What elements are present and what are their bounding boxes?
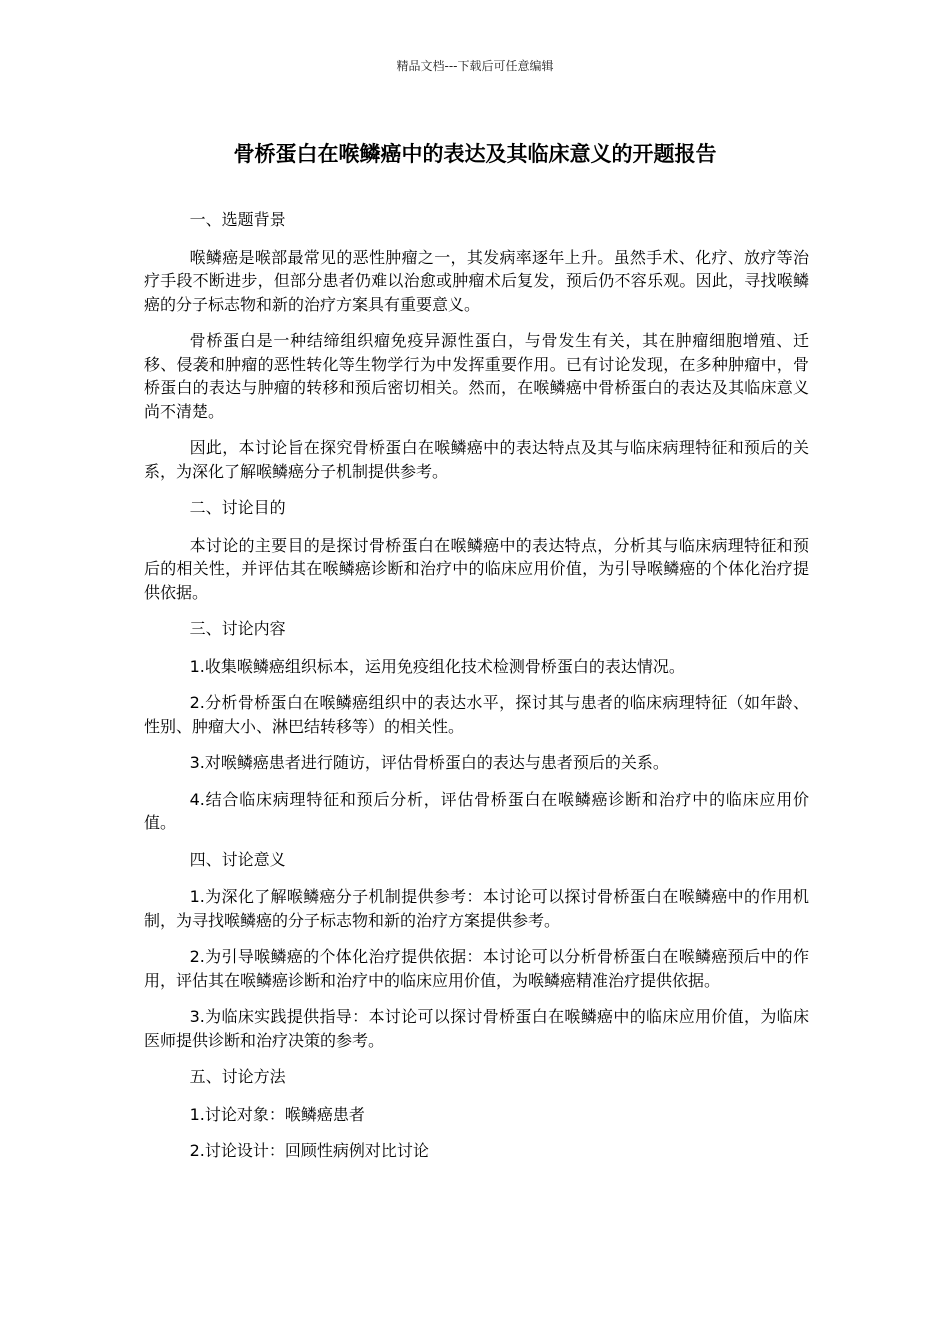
document-body [144, 208, 809, 1176]
list-item: 3.对喉鳞癌患者进行随访，评估骨桥蛋白的表达与患者预后的关系。 [189, 753, 669, 772]
list-item: 2.为引导喉鳞癌的个体化治疗提供依据：本讨论可以分析骨桥蛋白在喉鳞癌预后中的作用，评估其在喉鳞癌诊断和治疗中的临床应用价值，为喉鳞癌精准治疗提供依据。 [144, 947, 809, 990]
list-item: 2.讨论设计：回顾性病例对比讨论 [189, 1141, 429, 1160]
paragraph: 本讨论的主要目的是探讨骨桥蛋白在喉鳞癌中的表达特点，分析其与临床病理特征和预后的相关性，并评估其在喉鳞癌诊断和治疗中的临床应用价值，为引导喉鳞癌的个体化治疗提供依据。 [144, 535, 809, 602]
paragraph: 喉鳞癌是喉部最常见的恶性肿瘤之一，其发病率逐年上升。虽然手术、化疗、放疗等治疗手段不断进步，但部分患者仍难以治愈或肿瘤术后复发，预后仍不容乐观。因此，寻找喉鳞癌的分子标志物和新的治疗方案具有重要意义。 [144, 247, 809, 314]
document-title: 骨桥蛋白在喉鳞癌中的表达及其临床意义的开题报告 [233, 142, 717, 166]
list-item: 4.结合临床病理特征和预后分析，评估骨桥蛋白在喉鳞癌诊断和治疗中的临床应用价值。 [144, 789, 809, 832]
section-heading-content: 三、讨论内容 [189, 619, 286, 638]
page-header: 精品文档---下载后可任意编辑 [396, 59, 554, 73]
paragraph: 骨桥蛋白是一种结缔组织瘤免疫异源性蛋白，与骨发生有关，其在肿瘤细胞增殖、迁移、侵袭和肿瘤的恶性转化等生物学行为中发挥重要作用。已有讨论发现，在多种肿瘤中，骨桥蛋白的表达与肿瘤的转移和预后密切相关。然而，在喉鳞癌中骨桥蛋白的表达及其临床意义尚不清楚。 [144, 331, 809, 421]
list-item: 1.为深化了解喉鳞癌分子机制提供参考：本讨论可以探讨骨桥蛋白在喉鳞癌中的作用机制，为寻找喉鳞癌的分子标志物和新的治疗方案提供参考。 [144, 887, 809, 930]
section-heading-purpose: 二、讨论目的 [189, 498, 286, 517]
list-item: 1.收集喉鳞癌组织标本，运用免疫组化技术检测骨桥蛋白的表达情况。 [189, 656, 685, 676]
list-item: 1.讨论对象：喉鳞癌患者 [189, 1104, 365, 1124]
list-item: 2.分析骨桥蛋白在喉鳞癌组织中的表达水平，探讨其与患者的临床病理特征（如年龄、性别、肿瘤大小、淋巴结转移等）的相关性。 [144, 693, 809, 736]
list-item: 3.为临床实践提供指导：本讨论可以探讨骨桥蛋白在喉鳞癌中的临床应用价值，为临床医师提供诊断和治疗决策的参考。 [144, 1007, 809, 1050]
section-heading-background: 一、选题背景 [189, 210, 286, 229]
section-heading-significance: 四、讨论意义 [189, 849, 286, 869]
section-heading-methods: 五、讨论方法 [189, 1067, 286, 1086]
paragraph: 因此，本讨论旨在探究骨桥蛋白在喉鳞癌中的表达特点及其与临床病理特征和预后的关系，为深化了解喉鳞癌分子机制提供参考。 [144, 438, 809, 481]
